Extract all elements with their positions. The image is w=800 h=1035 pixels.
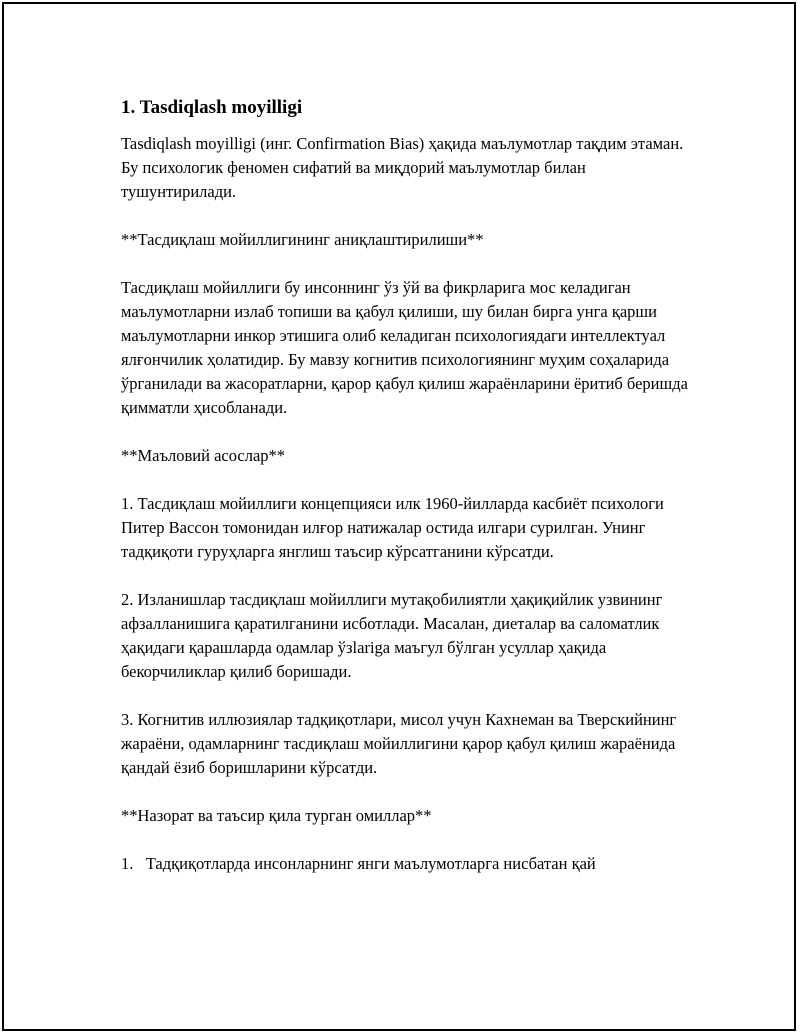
basics-item-1: 1. Тасдиқлаш мойиллиги концепцияси илк 1960-йилларда касбиёт психологи Питер Вассон томонидан илғор натижалар остида илгари сурилган. Унинг тадқиқоти гуруҳларга янглиш таъсир кўрсатганини кўрсатди. [121, 494, 664, 561]
intro-paragraph: Tasdiqlash moyilligi (инг. Confirmation Bias) ҳақида маълумотлар тақдим этаман. Бу психологик феномен сифатий ва миқдорий маълумотлар билан тушунтирилади. [121, 134, 684, 201]
document-content [121, 96, 701, 876]
factors-heading-line: **Назорат ва таъсир қила турган омиллар** [121, 806, 432, 825]
basics-heading-line: **Маъловий асослар** [121, 446, 286, 465]
basics-item-2: 2. Изланишлар тасдиқлаш мойиллиги мутақобилиятли ҳақиқийлик узвининг афзалланишига қаратилганини исботлади. Масалан, диеталар ва саломатлик ҳақидаги қарашларда одамлар ўзlariga маъгул бўлган усуллар ҳақида бекорчиликлар қилиб боришади. [121, 590, 663, 681]
basics-item-3: 3. Когнитив иллюзиялар тадқиқотлари, мисол учун Кахнеман ва Тверскийнинг жараёни, одамларнинг тасдиқлаш мойиллигини қарор қабул қилиш жараёнида қандай ёзиб боришларини кўрсатди. [121, 710, 677, 777]
factors-item-1-partial: 1. Тадқиқотларда инсонларнинг янги маълумотларга нисбатан қай [121, 854, 596, 873]
definition-heading-line: **Тасдиқлаш мойиллигининг аниқлаштирилиши** [121, 230, 484, 249]
definition-paragraph: Тасдиқлаш мойиллиги бу инсоннинг ўз ўй ва фикрларига мос келадиган маълумотларни излаб топиши ва қабул қилиши, шу билан бирга унга қарши маълумотларни инкор этишига олиб келадиган психологиядаги интеллектуал ялғончилик ҳолатидир. Бу мавзу когнитив психологиянинг муҳим соҳаларида ўрганилади ва жасоратларни, қарор қабул қилиш жараёнларини ёритиб беришда қимматли ҳисобланади. [121, 278, 688, 417]
section-heading: 1. Tasdiqlash moyilligi [121, 97, 303, 118]
document-page [2, 2, 796, 1031]
